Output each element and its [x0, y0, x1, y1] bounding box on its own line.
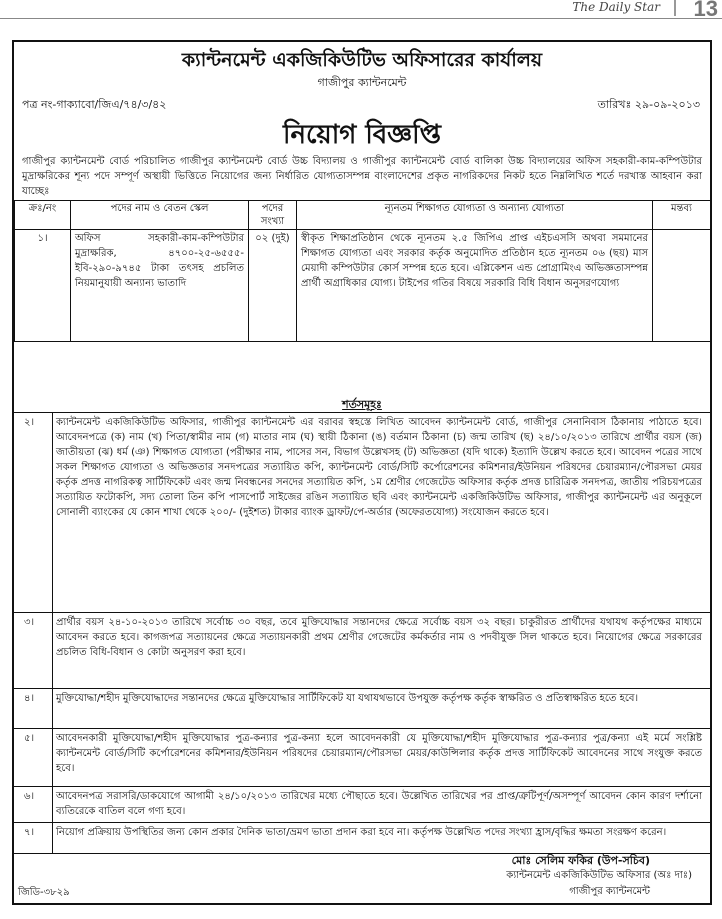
signer-name: মোঃ সেলিম ফকির (উপ-সচিব) — [511, 854, 650, 867]
condition-number: ৭। — [24, 827, 35, 838]
condition-item — [14, 612, 710, 689]
row-remarks — [653, 230, 711, 342]
office-location: গাজীপুর ক্যান্টনমেন্ট — [317, 76, 407, 89]
condition-divider — [52, 413, 53, 613]
condition-number: ২। — [24, 417, 35, 428]
reference-code: জিডি-৩৮২৯ — [18, 887, 70, 898]
table-header-row — [15, 201, 711, 230]
condition-divider — [52, 787, 53, 823]
header-count: পদের সংখ্যা — [249, 201, 297, 230]
condition-item — [14, 786, 710, 823]
condition-divider — [52, 823, 53, 853]
page-number: 13 — [693, 0, 718, 21]
newspaper-masthead — [0, 0, 722, 19]
office-title: ক্যান্টনমেন্ট একজিকিউটিভ অফিসারের কার্যালয় — [181, 49, 543, 71]
condition-divider — [52, 613, 53, 689]
memo-date: তারিখঃ ২৯-০৯-২০১৩ — [597, 98, 700, 111]
condition-text: ক্যান্টনমেন্ট একজিকিউটিভ অফিসার, গাজীপুর ক্যান্টনমেন্ট এর বরাবর স্বহস্তে লিখিত আবেদন ক্যান্টনমেন্ট বোর্ড, গাজীপুর সেনানিবাস ঠিকানায় পাঠাতে হবে। আবেদনপত্রে (ক) নাম (খ) পিতা/স্বামীর নাম (গ) মাতার নাম (ঘ) স্থায়ী ঠিকানা (ঙ) বর্তমান ঠিকানা (চ) জন্ম তারিখ (ছ) ২৪/১০/২০১৩ তারিখে প্রার্থীর বয়স (জ) জাতীয়তা (ঝ) ধর্ম (ঞ) শিক্ষাগত যোগ্যতা (পরীক্ষার নাম, পাসের সন, বিভাগ উল্লেখসহ (ট) অভিজ্ঞতা (যদি থাকে) ইত্যাদি উল্লেখ করতে হবে। আবেদন পত্রের সাথে সকল শিক্ষাগত যোগ্যতা ও অভিজ্ঞতার সনদপত্রের সত্যায়িত কপি, ক্যান্টনমেন্ট বোর্ড/সিটি কর্পোরেশনের কমিশনার/ইউনিয়ন পরিষদের চেয়ারম্যান/পৌরসভা মেয়র কর্তৃক প্রদত্ত নাগরিকত্ব সার্টিফিকেট এবং জন্ম নিবন্ধনের সনদের সত্যায়িত কপি, ১ম শ্রেণীর গেজেটেড অফিসার কর্তৃক প্রদত্ত চারিত্রিক সনদপত্র, জাতীয় পরিচয়পত্রের সত্যায়িত ফটোকপি, সদ্য তোলা তিন কপি পাসপোর্ট সাইজের রঙিন সত্যায়িত ছবি এবং ক্যান্টনমেন্ট একজিকিউটিভ অফিসার, গাজীপুর ক্যান্টনমেন্ট এর অনুকূলে সোনালী ব্যাংকের যে কোন শাখা থেকে ২০০/- (দুইশত) টাকার ব্যাংক ড্রাফট/পে-অর্ডার (অফেরতযোগ্য) সংযোজন করতে হবে। — [56, 417, 702, 518]
condition-item — [14, 412, 710, 613]
condition-text: আবেদনকারী মুক্তিযোদ্ধা/শহীদ মুক্তিযোদ্ধার পুত্র-কন্যার পুত্র-কন্যা হলে আবেদনকারী যে মুক্তিযোদ্ধা/শহীদ মুক্তিযোদ্ধার পুত্র-কন্যার পুত্র/কন্যা এই মর্মে সংশ্লিষ্ট ক্যান্টনমেন্ট বোর্ড/সিটি কর্পোরেশনের কমিশনার/ইউনিয়ন পরিষদের চেয়ারম্যান/পৌরসভা মেয়র/কাউন্সিলার কর্তৃক প্রদত্ত সার্টিফিকেট আবেদনের সাথে সংযুক্ত করতে হবে। — [56, 733, 702, 774]
condition-number: ৩। — [24, 617, 35, 628]
condition-text: আবেদনপত্র সরাসরি/ডাকযোগে আগামী ২৪/১০/২০১৩ তারিখের মধ্যে পৌছাতে হবে। উল্লেখিত তারিখের পর প্রাপ্ত/ত্রুটিপূর্ণ/অসম্পূর্ণ আবেদন কোন কারণ দর্শানো ব্যতিরেকে বাতিল বলে গণ্য হবে। — [56, 791, 702, 817]
condition-item — [14, 688, 710, 729]
header-serial: ক্রঃ/নং — [15, 201, 71, 230]
header-post: পদের নাম ও বেতন স্কেল — [71, 201, 249, 230]
condition-divider — [52, 729, 53, 787]
condition-item — [14, 728, 710, 787]
condition-number: ৪। — [24, 693, 35, 704]
condition-text: নিয়োগ প্রক্রিয়ায় উপস্থিতির জন্য কোন প্রকার দৈনিক ভাতা/ভ্রমণ ভাতা প্রদান করা হবে না। কর্তৃপক্ষ উল্লেখিত পদের সংখ্যা হ্রাস/বৃদ্ধির ক্ষমতা সংরক্ষণ করেন। — [56, 827, 667, 838]
condition-number: ৬। — [24, 791, 35, 802]
memo-number: পত্র নং-গাক্যাবো/জিএ/৭৪/৩/৪২ — [22, 98, 167, 111]
condition-item — [14, 822, 710, 854]
notice-frame — [12, 40, 712, 905]
condition-text: মুক্তিযোদ্ধা/শহীদ মুক্তিযোদ্ধাদের সন্তানদের ক্ষেত্রে মুক্তিযোদ্ধার সার্টিফিকেট যা যথাযথভাবে উপযুক্ত কর্তৃপক্ষ কর্তৃক স্বাক্ষরিত ও প্রতিস্বাক্ষরিত হতে হবে। — [56, 693, 639, 704]
row-post: অফিস সহকারী-কাম-কম্পিউটার মুদ্রাক্ষরিক, ৪৭০০-২৫-৬৫৫৫-ইবি-২৯০-৯৭৪৫ টাকা তৎসহ প্রচলিত নিয়মানুযায়ী অন্যান্য ভাতাদি — [71, 230, 249, 342]
table-row — [15, 230, 711, 342]
condition-divider — [52, 689, 53, 729]
row-qualification: স্বীকৃত শিক্ষাপ্রতিষ্ঠান থেকে ন্যূনতম ২.৫ জিপিএ প্রাপ্ত এইচএসসি অথবা সমমানের শিক্ষাগত যোগ্যতা এবং সরকার কর্তৃক অনুমোদিত প্রতিষ্ঠান হতে ন্যূনতম ০৬ (ছয়) মাস মেয়াদী কম্পিউটার কোর্স সম্পন্ন হতে হবে। এপ্লিকেশন এন্ড প্রোগ্রামিংএ অভিজ্ঞতাসম্পন্ন প্রার্থী অগ্রাধিকার যোগ্য। টাইপের গতির বিষয়ে সরকারি বিধি বিধান অনুসরণযোগ্য — [297, 230, 653, 342]
signer-place: গাজীপুর ক্যান্টনমেন্ট — [569, 886, 650, 897]
masthead-divider — [674, 0, 676, 16]
row-count: ০২ (দুই) — [249, 230, 297, 342]
header-remarks: মন্তব্য — [653, 201, 711, 230]
header-qualification: ন্যূনতম শিক্ষাগত যোগ্যতা ও অন্যান্য যোগ্যতা — [297, 201, 653, 230]
conditions-heading: শর্তসমূহঃ — [342, 398, 382, 411]
notice-title: নিয়োগ বিজ্ঞপ্তি — [283, 120, 441, 150]
signer-title: ক্যান্টনমেন্ট একজিকিউটিভ অফিসার (অঃ দাঃ) — [506, 870, 692, 881]
posts-table — [14, 200, 711, 342]
condition-text: প্রার্থীর বয়স ২৪-১০-২০১৩ তারিখে সর্বোচ্চ ৩০ বছর, তবে মুক্তিযোদ্ধার সন্তানদের ক্ষেত্রে সর্বোচ্চ বয়স ৩২ বছর। চাকুরীরত প্রার্থীদের যথাযথ কর্তৃপক্ষের মাধ্যমে আবেদন করতে হবে। কাগজপত্র সত্যায়নের ক্ষেত্রে সত্যায়নকারী প্রথম শ্রেণীর গেজেটের কর্মকর্তার নাম ও পদবীযুক্ত সিল থাকতে হবে। নিয়োগের ক্ষেত্রে সরকারের প্রচলিত বিধি-বিধান ও কোটা অনুসরণ করা হবে। — [56, 617, 702, 658]
newspaper-name: The Daily Star — [572, 0, 660, 14]
intro-paragraph: গাজীপুর ক্যান্টনমেন্ট বোর্ড পরিচালিত গাজীপুর ক্যান্টনমেন্ট বোর্ড উচ্চ বিদ্যালয় ও গাজীপুর ক্যান্টনমেন্ট বোর্ড বালিকা উচ্চ বিদ্যালয়ের অফিস সহকারী-কাম-কম্পিউটার মুদ্রাক্ষরিকের শূন্য পদে সম্পূর্ণ অস্থায়ী ভিত্তিতে নিয়োগের জন্য নির্ধারিত যোগ্যতাসম্পন্ন বাংলাদেশের প্রকৃত নাগরিকদের নিকট হতে নিম্নলিখিত শর্তে দরখাস্ত আহবান করা যাচ্ছেঃ — [22, 156, 702, 197]
row-serial: ১। — [15, 230, 71, 342]
condition-number: ৫। — [24, 733, 35, 744]
